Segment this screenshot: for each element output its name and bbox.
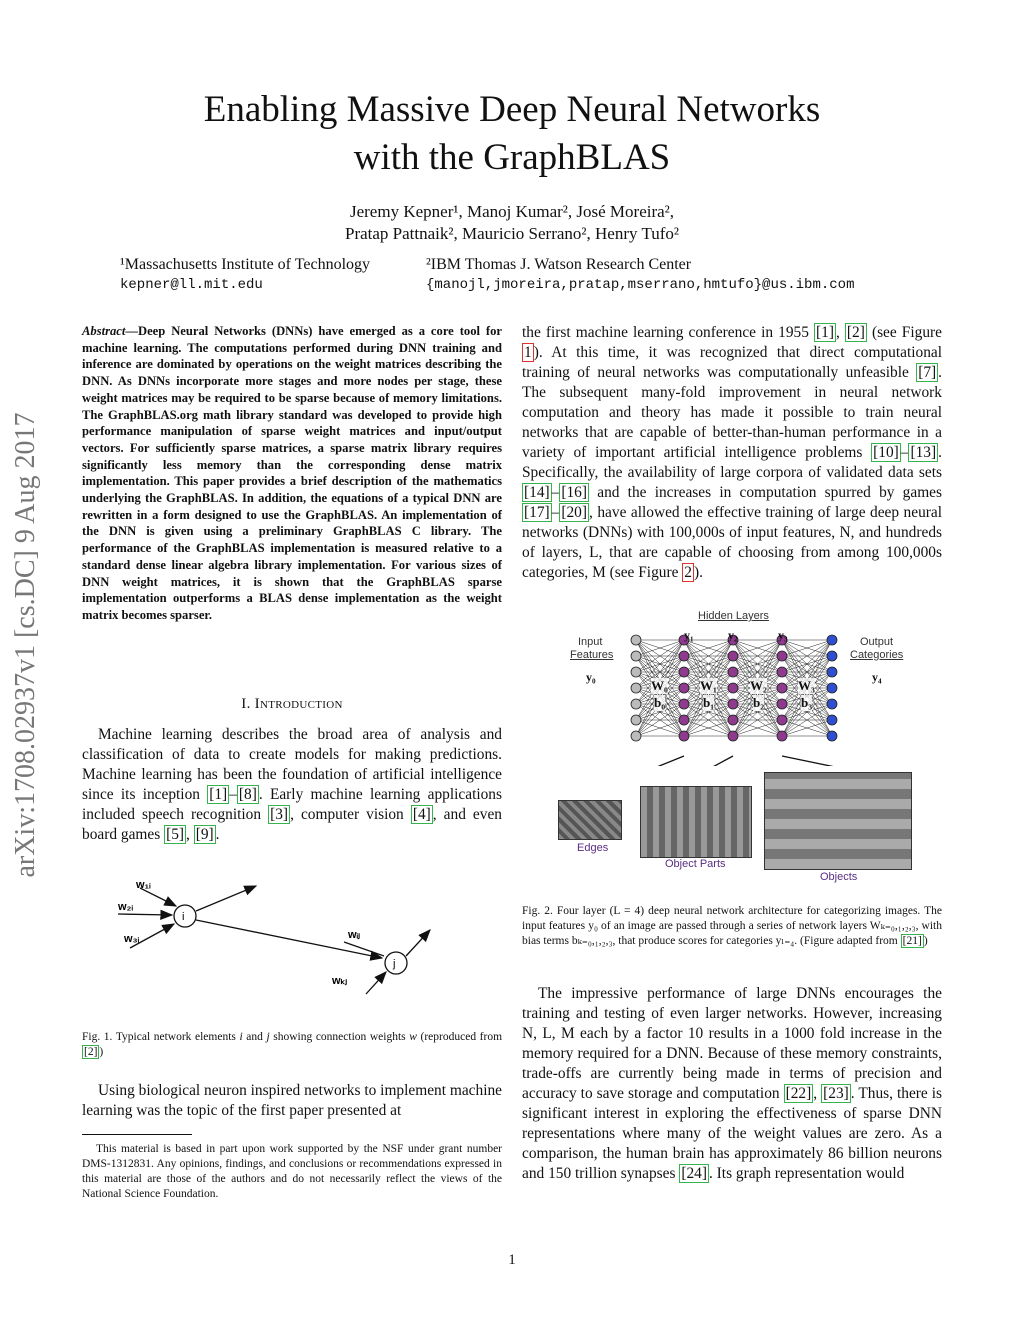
y4-label: y₄ (872, 670, 882, 684)
input-node (631, 715, 641, 725)
edges-image (558, 800, 622, 840)
edge-wkj (366, 972, 386, 994)
affiliation-mit-name: ¹Massachusetts Institute of Technology (120, 256, 371, 273)
citation-link[interactable]: [13] (910, 444, 937, 461)
y0-label: y₀ (586, 670, 596, 684)
output-node (827, 731, 837, 741)
abstract-label: Abstract (82, 324, 126, 338)
figure-2-caption: Fig. 2. Four layer (L = 4) deep neural network architecture for categorizing images. The input features y₀ of an image are passed through a series of network layers Wₖ₌₀,₁,₂,₃, with bias terms bₖ₌₀,₁,₂,₃, that produce scores for categories yₗ₌₄. (Figure adapted from [21] ) (522, 905, 942, 947)
hidden1-node (679, 651, 689, 661)
b3-label: b₃ (801, 695, 813, 710)
edge-w2i (118, 914, 172, 915)
hidden2-node (728, 651, 738, 661)
footnote: This material is based in part upon work supported by the NSF under grant number DMS-1312831. Any opinions, findings, and conclusions or recommendations expressed in this material are those of the authors and do not necessarily reflect the views of the National Science Foundation. (82, 1143, 502, 1200)
hidden1-node (679, 699, 689, 709)
citation-link[interactable]: [20] (561, 504, 588, 521)
figure-link[interactable]: 2 (684, 564, 692, 581)
b1-label: b₁ (703, 695, 715, 710)
title-line-2: with the GraphBLAS (353, 137, 671, 178)
W0-label: W₀ (651, 678, 668, 693)
categories-label: Categories (850, 649, 904, 661)
citation-link[interactable]: [8] (238, 786, 257, 803)
citation-link[interactable]: [16] (561, 484, 588, 501)
features-label: Features (570, 649, 614, 661)
hidden3-node (777, 667, 787, 677)
W2-label: W₂ (750, 678, 767, 693)
output-label: Output (860, 636, 894, 648)
affiliation-mit-email: kepner@ll.mit.edu (120, 277, 263, 293)
objects-label: Objects (820, 871, 858, 883)
citation-link[interactable]: [3] (270, 806, 289, 823)
input-node (631, 667, 641, 677)
objects-image (764, 772, 912, 870)
label-w3i: w₃ᵢ (124, 933, 140, 945)
citation-link[interactable]: [1] (816, 324, 834, 341)
output-node (827, 683, 837, 693)
node-i (174, 905, 196, 927)
y3-label: y₃ (778, 628, 788, 642)
hidden3-node (777, 651, 787, 661)
citation-link[interactable]: [14] (524, 484, 550, 501)
authors-line-1: Jeremy Kepner¹, Manoj Kumar², José Moreira², (349, 202, 675, 221)
citation-link[interactable]: [23] (823, 1085, 849, 1102)
input-node (631, 731, 641, 741)
citation-link[interactable]: [24] (681, 1165, 707, 1182)
hidden3-node (777, 731, 787, 741)
output-node (827, 715, 837, 725)
figure-2-dnn-diagram (540, 606, 940, 896)
hidden2-node (728, 683, 738, 693)
y2-label: y₂ (728, 628, 738, 642)
intro-paragraph-2: Using biological neuron inspired networks to implement machine learning was the topic of the first paper presented at (82, 1082, 502, 1119)
hidden2-node (728, 667, 738, 677)
citation-link[interactable]: [17] (524, 504, 550, 521)
paper-title (0, 86, 1024, 182)
affiliation-ibm-email: {manojl,jmoreira,pratap,mserrano,hmtufo}@us.ibm.com (426, 277, 855, 293)
section-heading-introduction: I. Introduction (241, 696, 343, 712)
hidden2-node (728, 715, 738, 725)
input-node (631, 699, 641, 709)
citation-link[interactable]: [2] (846, 324, 865, 341)
output-node (827, 699, 837, 709)
node-j (385, 952, 407, 974)
label-wkj: wₖⱼ (332, 975, 348, 987)
figure-1-caption: Fig. 1. Typical network elements i and j showing connection weights w (reproduced from [2] ) (82, 1031, 503, 1058)
hidden2-node (728, 699, 738, 709)
citation-link[interactable]: [9] (195, 826, 214, 843)
label-w2i: w₂ᵢ (118, 901, 133, 913)
hidden1-node (679, 715, 689, 725)
edges-label: Edges (577, 842, 609, 854)
edge-out-i (196, 886, 256, 911)
figure-link[interactable]: 1 (524, 344, 532, 361)
hidden3-node (777, 683, 787, 693)
hidden3-node (777, 699, 787, 709)
author-list (0, 201, 1024, 245)
feature-arrow (782, 756, 840, 766)
label-wij: wᵢⱼ (348, 929, 361, 941)
input-node (631, 683, 641, 693)
right-paragraph-1: the first machine learning conference in 1955 [1] , [2] (see Figure 1 ). At this time, it was recognized that direct computational training of neural networks was computationally unfeasible [7] . The subsequent many-fold improvement in neural network computation and theory has made it possible to train neural networks that are capable of better-than-human performance in a variety of important artificial intelligence problems [10] – [13] . Specifically, the availability of large corpora of validated data sets [14] – [16] and the increases in computation spurred by games [17] – [20] , have allowed the effective training of large deep neural networks (DNNs) with 100,000s of input features, N, and hundreds of layers, L, that are capable of choosing from among 100,000s categories, M (see Figure 2 ). (522, 324, 942, 581)
citation-link[interactable]: [22] (785, 1085, 812, 1102)
citation-link[interactable]: [4] (412, 806, 431, 823)
input-node (631, 635, 641, 645)
citation-link[interactable]: [10] (873, 444, 899, 461)
label-node-i: i (182, 911, 185, 923)
intro-paragraph-1: Machine learning describes the broad area of analysis and classification of data to create models for making predictions. Machine learning has been the foundation of artificial intelligence since its inception [1] – [8] . Early machine learning applications included speech recognition [3] , computer vision [4] , and even board games [5] , [9] . (82, 726, 502, 843)
feature-arrow (580, 756, 684, 766)
label-w1i: w₁ᵢ (136, 879, 151, 891)
hidden2-node (728, 731, 738, 741)
citation-link[interactable]: [21] (902, 935, 922, 947)
abstract-text: —Deep Neural Networks (DNNs) have emerged as a core tool for machine learning. The computations performed during DNN training and inference are dominated by operations on the weight matrices describing the DNN. As DNNs incorporate more stages and more nodes per stage, these weight matrices may be required to be sparse because of memory limitations. The GraphBLAS.org math library standard was developed to provide high performance manipulation of sparse weight matrices and input/output vectors. For sufficiently sparse matrices, a sparse matrix library requires significantly less memory than the corresponding dense matrix implementation. This paper provides a brief description of the mathematics underlying the GraphBLAS. In addition, the equations of a typical DNN are rewritten in a form designed to use the GraphBLAS. An implementation of the DNN is given using a preliminary GraphBLAS C library. The performance of the GraphBLAS implementation is measured relative to a standard dense linear algebra library implementation. For various sizes of DNN weight matrices, it is shown that the GraphBLAS sparse implementation outperforms a BLAS dense implementation as the weight matrix becomes sparser. (82, 324, 502, 622)
hidden3-node (777, 715, 787, 725)
title-line-1: Enabling Massive Deep Neural Networks (203, 89, 821, 130)
object-parts-label: Object Parts (665, 858, 726, 870)
edge-out-j (406, 930, 430, 956)
label-node-j: j (393, 958, 396, 970)
b0-label: b₀ (654, 695, 666, 710)
hidden1-node (679, 667, 689, 677)
citation-link[interactable]: [7] (918, 364, 937, 381)
output-node (827, 651, 837, 661)
hidden-layers-label: Hidden Layers (698, 610, 769, 622)
right-paragraph-2: The impressive performance of large DNNs encourages the training and testing of even larger networks. However, increasing N, L, M each by a factor 10 results in a 1000 fold increase in the memory required for a DNN. Because of these memory constraints, trade-offs are currently being made in terms of precision and accuracy to save storage and computation [22] , [23] . Thus, there is significant interest in exploring the effectiveness of sparse DNN representations where many of the weight values are zero. As a comparison, the human brain has approximately 86 billion neurons and 150 trillion synapses [24] . Its graph representation would (522, 985, 943, 1182)
hidden1-node (679, 683, 689, 693)
citation-link[interactable]: [1] (209, 786, 228, 803)
W3-label: W₃ (798, 678, 815, 693)
b2-label: b₂ (753, 695, 765, 710)
feature-arrow (685, 756, 733, 766)
input-node (631, 651, 641, 661)
citation-link[interactable]: [5] (166, 826, 185, 843)
page-number: 1 (508, 1252, 516, 1268)
abstract (82, 323, 502, 624)
y1-label: y₁ (684, 628, 694, 642)
output-node (827, 667, 837, 677)
figure-2-network-svg (540, 606, 940, 766)
figure-1-neuron-diagram (100, 868, 440, 1003)
object-parts-image (640, 786, 752, 858)
hidden1-node (679, 731, 689, 741)
affiliation-ibm-name: ²IBM Thomas J. Watson Research Center (426, 256, 692, 273)
footnote-rule (82, 1134, 192, 1135)
authors-line-2: Pratap Pattnaik², Mauricio Serrano², Henry Tufo² (345, 224, 679, 243)
input-label: Input (578, 636, 603, 648)
output-node (827, 635, 837, 645)
affiliation-ibm (426, 254, 854, 296)
arxiv-stamp: arXiv:1708.02937v1 [cs.DC] 9 Aug 2017 (10, 412, 41, 878)
citation-link[interactable]: [2] (84, 1046, 98, 1058)
W1-label: W₁ (700, 678, 717, 693)
affiliation-mit (120, 254, 370, 296)
